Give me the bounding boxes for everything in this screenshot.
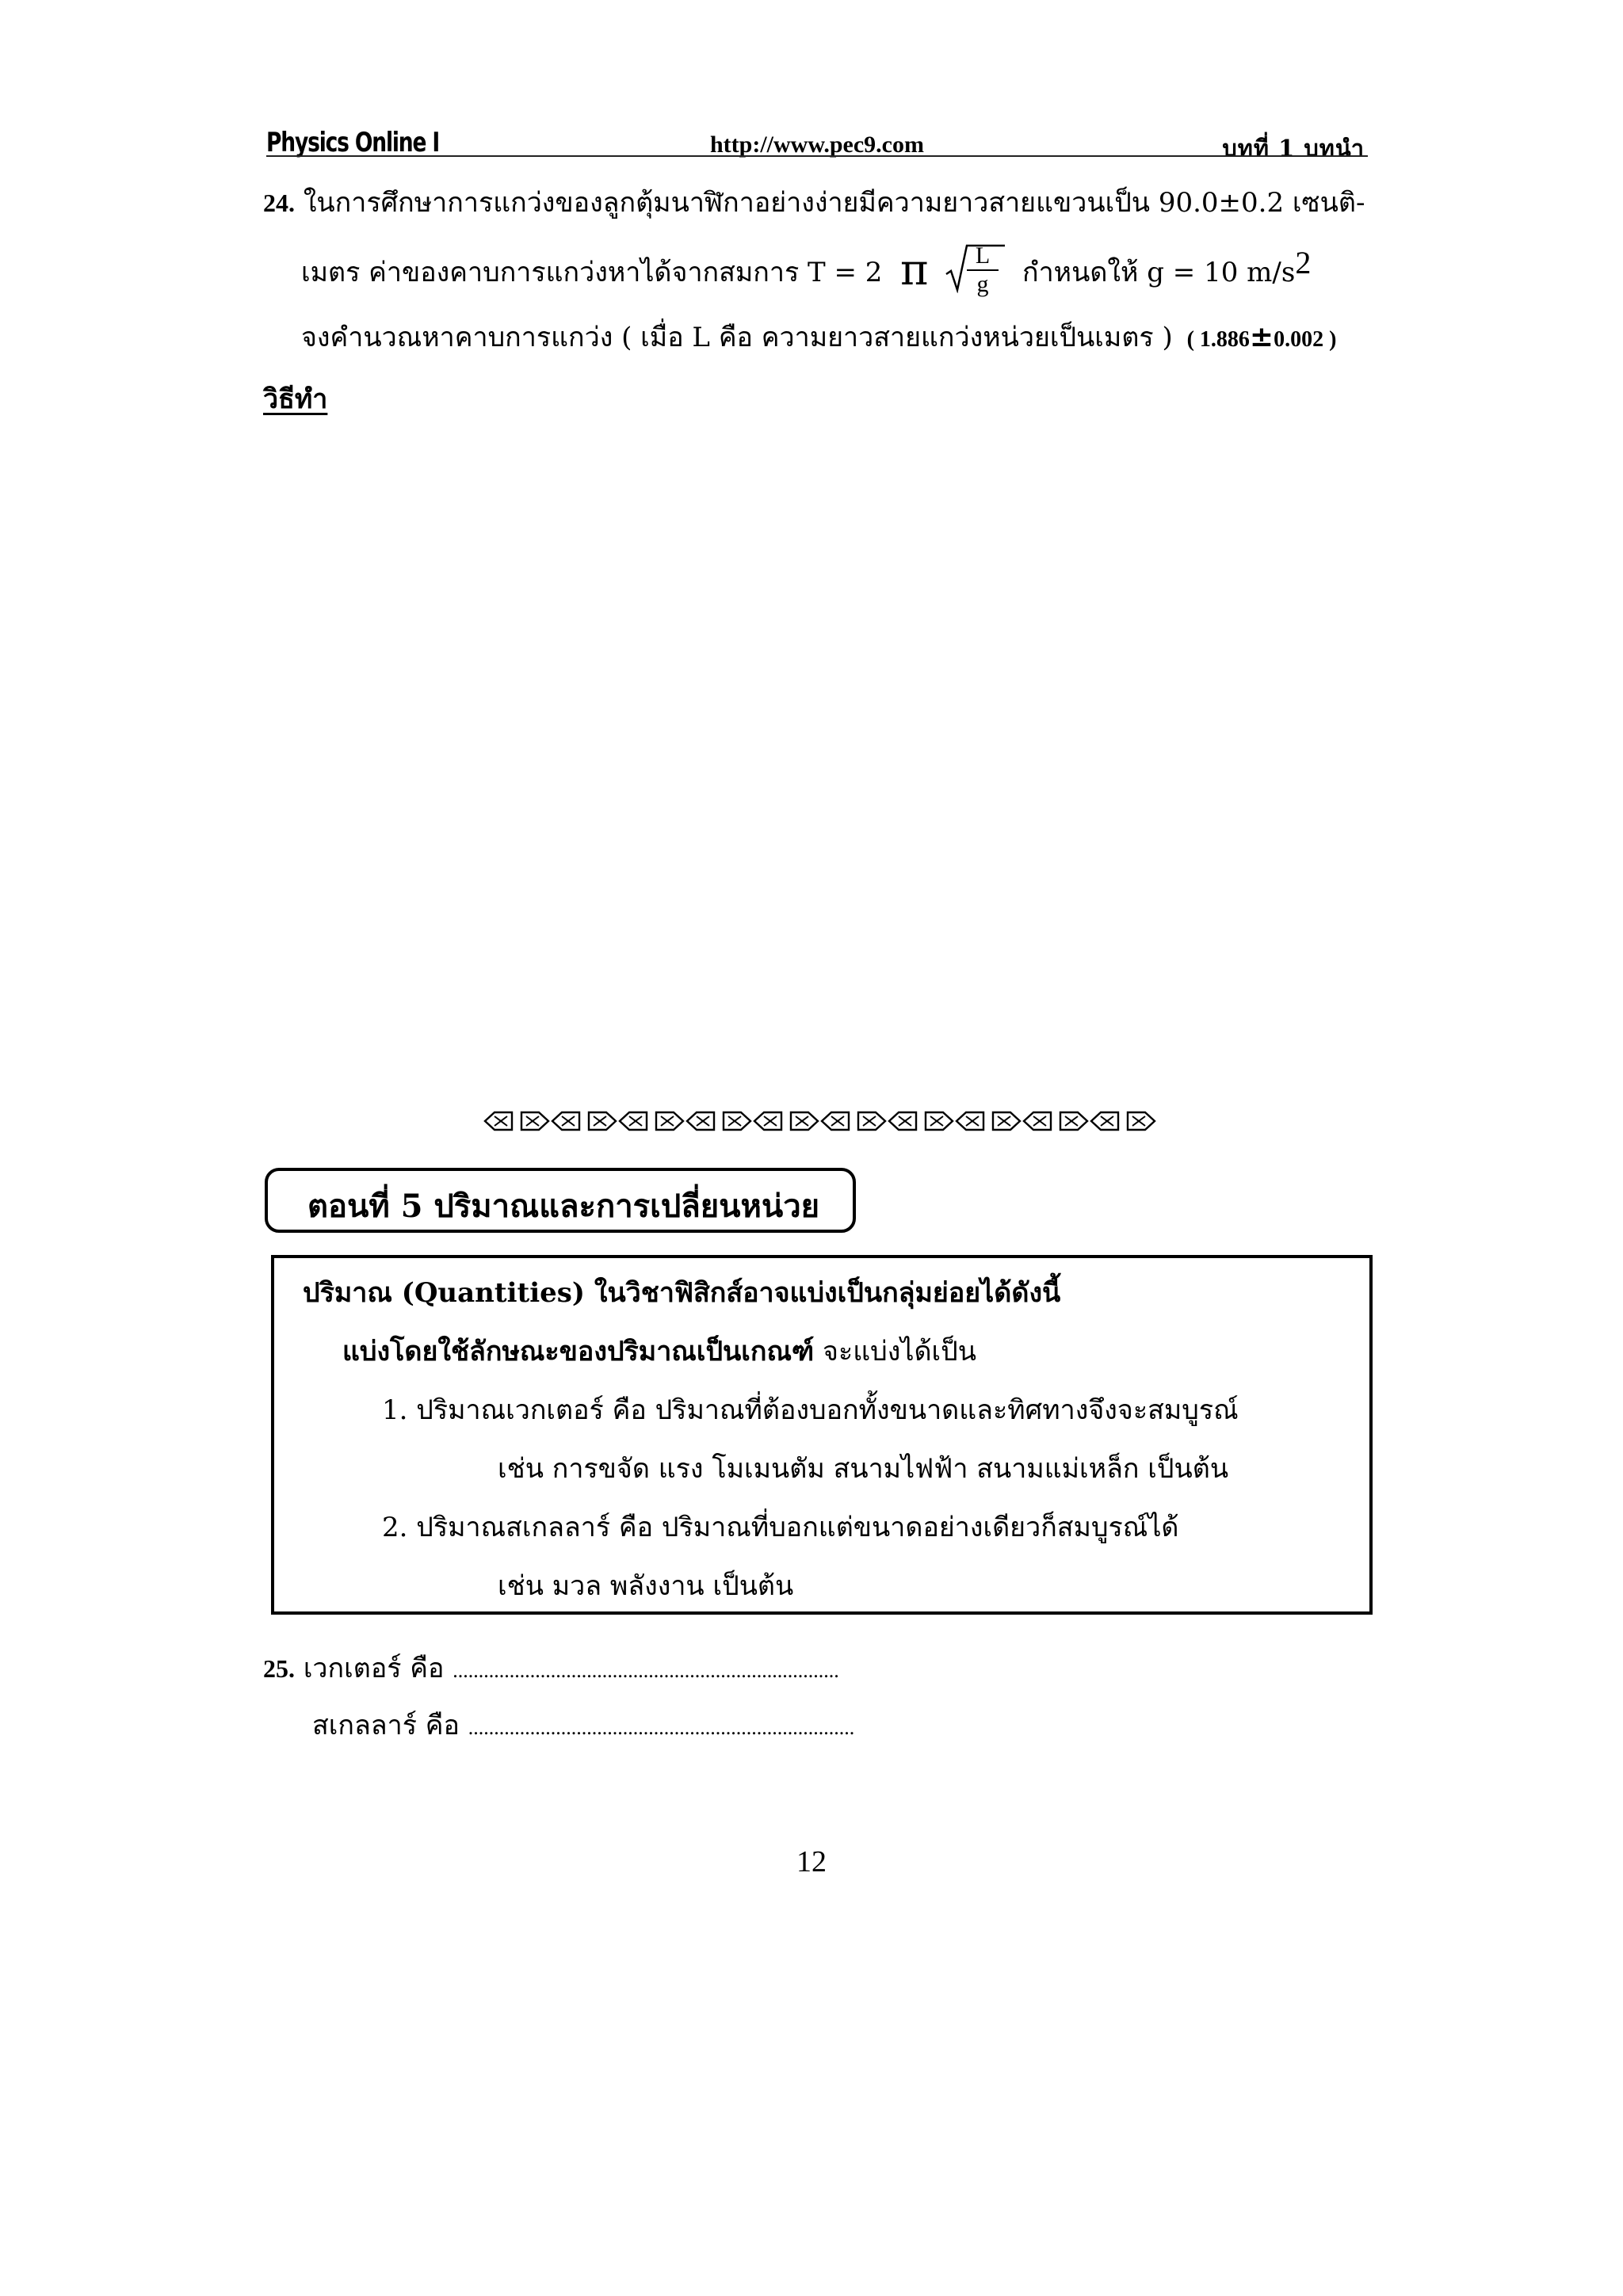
question-24-line-2-start: เมตร ค่าของคาบการแกว่งหาได้จากสมการ T = 2 xyxy=(301,257,883,288)
criterion-bold: แบ่งโดยใช้ลักษณะของปริมาณเป็นเกณฑ์ xyxy=(342,1336,815,1367)
unit-exponent: 2 xyxy=(1295,245,1312,280)
vector-examples: เช่น การขจัด แรง โมเมนตัม สนามไฟฟ้า สนามแม่เหล็ก เป็นต้น xyxy=(498,1453,1229,1485)
scalar-definition: 2. ปริมาณสเกลลาร์ คือ ปริมาณที่บอกแต่ขนาดอย่างเดียวก็สมบูรณ์ได้ xyxy=(382,1512,1179,1543)
answer-uncertainty: 0.002 ) xyxy=(1274,327,1337,352)
fraction-denominator: g xyxy=(976,271,989,297)
question-25-line-1 xyxy=(263,1646,839,1689)
vector-label: เวกเตอร์ คือ xyxy=(303,1653,453,1684)
section-5-title: ตอนที่ 5 ปริมาณและการเปลี่ยนหน่วย xyxy=(307,1188,820,1225)
question-24-line-3 xyxy=(301,315,1336,358)
question-24-text-3: จงคำนวณหาคาบการแกว่ง ( เมื่อ L คือ ความยาวสายแกว่งหน่วยเป็นเมตร ) xyxy=(301,322,1173,353)
quantities-criterion xyxy=(342,1329,976,1372)
answer-value: ( 1.886 xyxy=(1186,327,1250,352)
criterion-rest: จะแบ่งได้เป็น xyxy=(814,1336,976,1367)
question-25-number: 25. xyxy=(263,1654,295,1683)
question-24-line-1 xyxy=(263,181,1365,223)
scalar-label: สเกลลาร์ คือ xyxy=(312,1710,468,1741)
header-rule xyxy=(266,155,1368,157)
header-chapter: บทที่ 1 บทนำ xyxy=(1222,135,1365,162)
header-url: http://www.pec9.com xyxy=(710,132,924,158)
vector-answer-blank: ........................................................................... xyxy=(453,1659,839,1682)
given-gravity: กำหนดให้ g = 10 m/s xyxy=(1022,257,1296,288)
fraction-numerator: L xyxy=(975,242,991,269)
question-25-line-2 xyxy=(312,1703,854,1746)
scalar-examples: เช่น มวล พลังงาน เป็นต้น xyxy=(498,1570,794,1602)
pi-symbol: π xyxy=(900,245,929,295)
page-number: 12 xyxy=(796,1845,827,1878)
scalar-answer-blank: ........................................................................... xyxy=(468,1716,855,1739)
question-24-answer xyxy=(1182,321,1337,353)
quantities-intro: ปริมาณ (Quantities) ในวิชาฟิสิกส์อาจแบ่งเป็นกลุ่มย่อยได้ดังนี้ xyxy=(303,1277,1061,1309)
vector-definition: 1. ปริมาณเวกเตอร์ คือ ปริมาณที่ต้องบอกทั้งขนาดและทิศทางจึงจะสมบูรณ์ xyxy=(382,1394,1239,1426)
plus-minus-symbol: ± xyxy=(1249,321,1274,353)
solution-label: วิธีทำ xyxy=(263,383,328,415)
question-24-line-2-end xyxy=(1022,245,1312,293)
fraction-l-over-g xyxy=(967,244,999,296)
question-24-number: 24. xyxy=(263,189,295,217)
question-24-text-1: ในการศึกษาการแกว่งของลูกตุ้มนาฬิกาอย่างง่ายมีความยาวสายแขวนเป็น 90.0±0.2 เซนติ- xyxy=(303,187,1365,219)
decorative-separator xyxy=(483,1109,1159,1133)
header-title: Physics Online I xyxy=(266,127,440,158)
